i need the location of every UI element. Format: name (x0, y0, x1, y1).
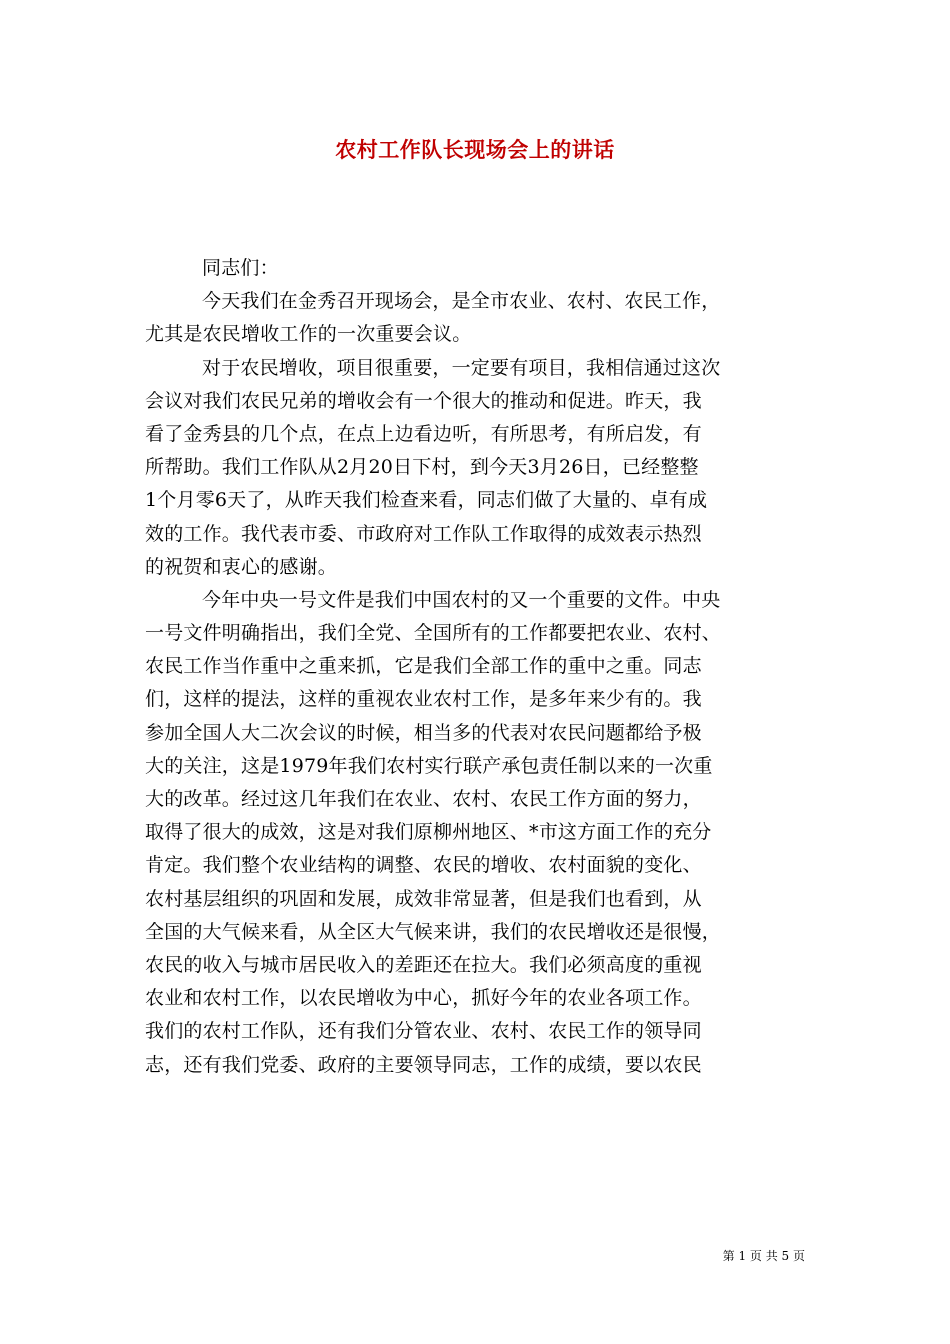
paragraph-line: 所帮助。我们工作队从2月20日下村，到今天3月26日，已经整整 (145, 456, 699, 479)
paragraph-line: 尤其是农民增收工作的一次重要会议。 (145, 323, 472, 346)
paragraph-line: 会议对我们农民兄弟的增收会有一个很大的推动和促进。昨天，我 (145, 389, 702, 412)
paragraph-line: 对于农民增收，项目很重要，一定要有项目，我相信通过这次 (202, 356, 721, 379)
paragraph-line: 取得了很大的成效，这是对我们原柳州地区、*市这方面工作的充分 (145, 821, 712, 844)
paragraph-line: 看了金秀县的几个点，在点上边看边听，有所思考，有所启发，有 (145, 422, 702, 445)
paragraph-line: 今天我们在金秀召开现场会，是全市农业、农村、农民工作， (202, 290, 721, 313)
paragraph-line: 们，这样的提法，这样的重视农业农村工作，是多年来少有的。我 (145, 688, 702, 711)
paragraph-line: 农民的收入与城市居民收入的差距还在拉大。我们必须高度的重视 (145, 953, 702, 976)
document-body (145, 252, 810, 1082)
paragraph-line: 大的关注，这是1979年我们农村实行联产承包责任制以来的一次重 (145, 754, 713, 777)
paragraph-line: 大的改革。经过这几年我们在农业、农村、农民工作方面的努力， (145, 788, 702, 810)
page-number-indicator: 第 1 页 共 5 页 (722, 1249, 805, 1263)
paragraph-line: 效的工作。我代表市委、市政府对工作队工作取得的成效表示热烈 (145, 522, 702, 545)
document-title: 农村工作队长现场会上的讲话 (335, 137, 615, 162)
paragraph-line: 我们的农村工作队，还有我们分管农业、农村、农民工作的领导同 (145, 1020, 702, 1043)
paragraph-line: 肯定。我们整个农业结构的调整、农民的增收、农村面貌的变化、 (145, 854, 702, 877)
paragraph-line: 全国的大气候来看，从全区大气候来讲，我们的农民增收还是很慢， (145, 920, 722, 943)
paragraph-line: 的祝贺和衷心的感谢。 (145, 555, 338, 578)
paragraph-line: 农业和农村工作，以农民增收为中心，抓好今年的农业各项工作。 (145, 987, 702, 1010)
paragraph-line: 1个月零6天了，从昨天我们检查来看，同志们做了大量的、卓有成 (145, 489, 708, 512)
paragraph-line: 农民工作当作重中之重来抓，它是我们全部工作的重中之重。同志 (145, 655, 702, 678)
paragraph-line: 一号文件明确指出，我们全党、全国所有的工作都要把农业、农村、 (145, 622, 722, 645)
paragraph-line: 今年中央一号文件是我们中国农村的又一个重要的文件。中央 (202, 588, 721, 611)
paragraph-line: 农村基层组织的巩固和发展，成效非常显著，但是我们也看到，从 (145, 887, 702, 910)
paragraph-line: 志，还有我们党委、政府的主要领导同志，工作的成绩，要以农民 (145, 1053, 702, 1076)
salutation-line: 同志们： (202, 257, 279, 279)
paragraph-line: 参加全国人大二次会议的时候，相当多的代表对农民问题都给予极 (145, 721, 702, 744)
